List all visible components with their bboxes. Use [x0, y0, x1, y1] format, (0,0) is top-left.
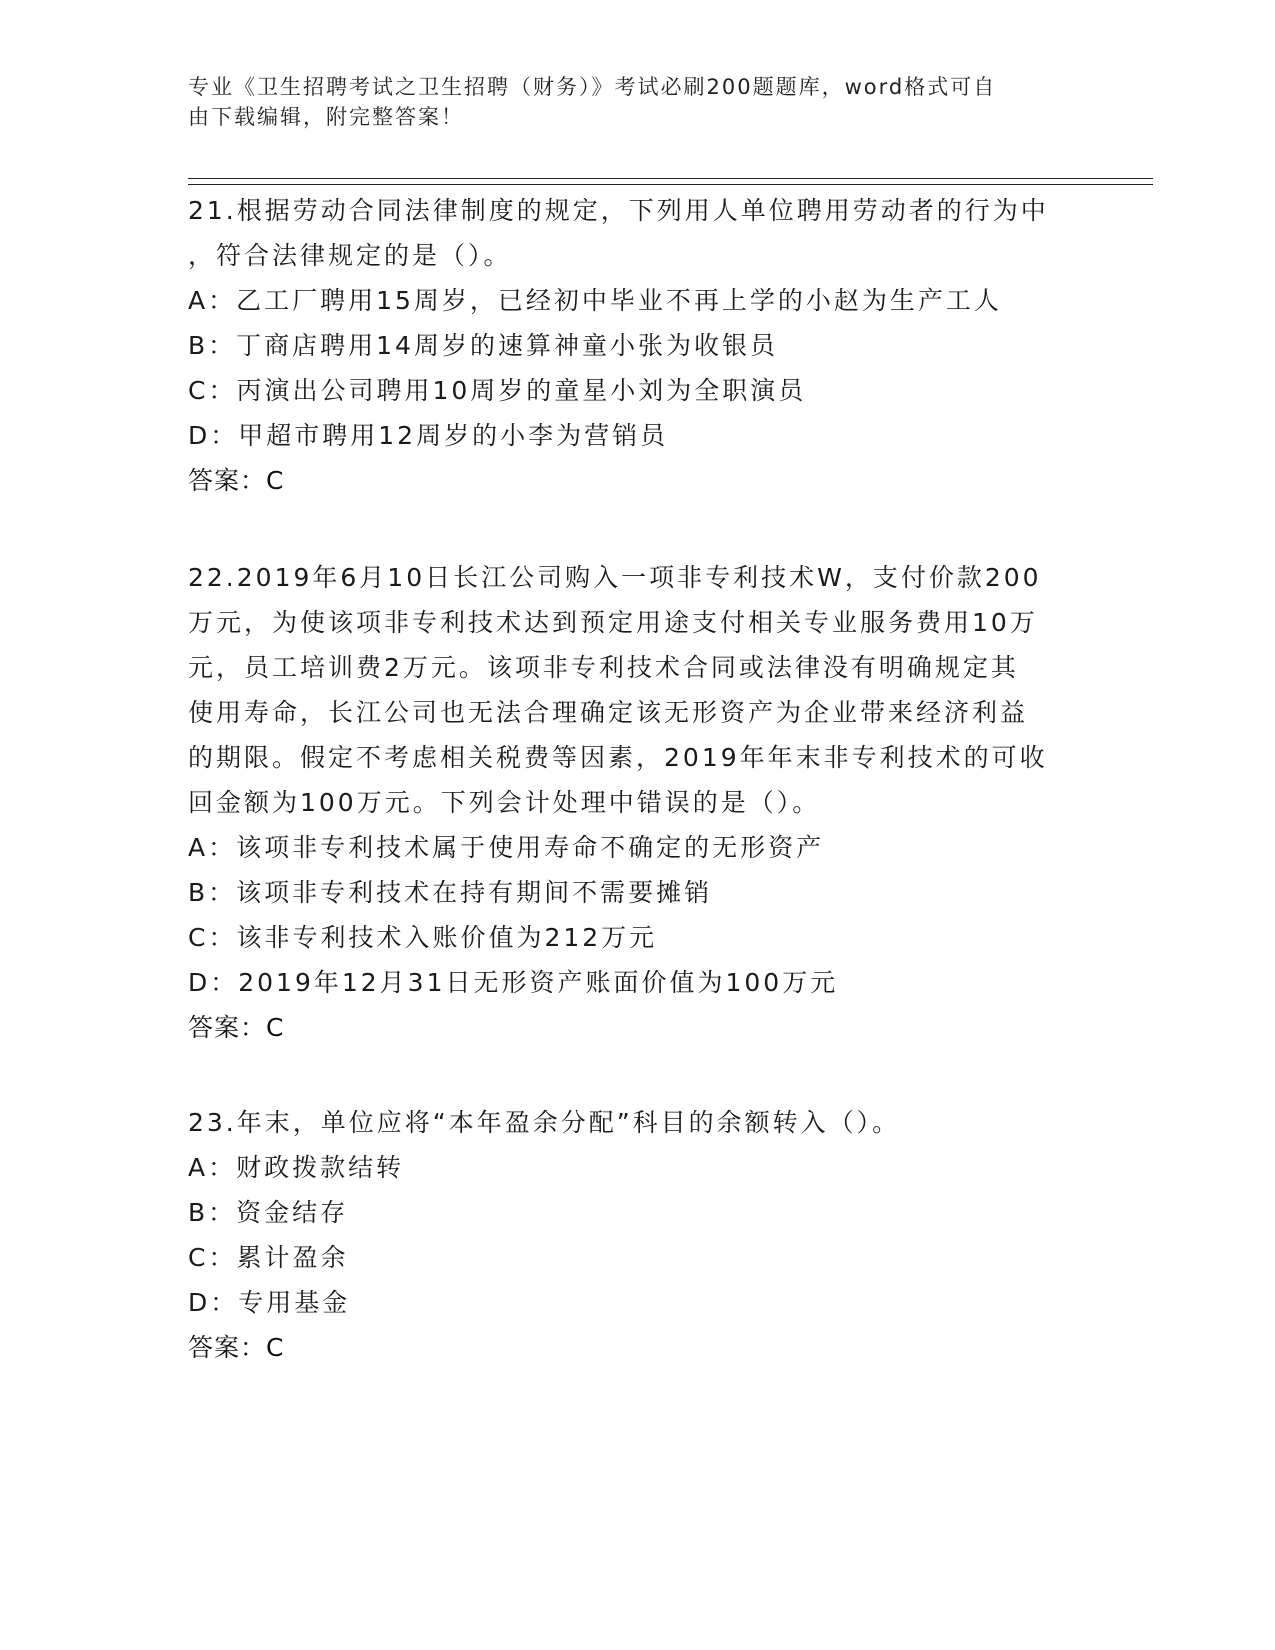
option-c: C：丙演出公司聘用10周岁的童星小刘为全职演员: [188, 376, 807, 405]
question-stem-line: 的期限。假定不考虑相关税费等因素，2019年年末非专利技术的可收: [188, 743, 1048, 772]
answer: 答案：C: [188, 1013, 285, 1042]
question-stem-line: 21.根据劳动合同法律制度的规定，下列用人单位聘用劳动者的行为中: [188, 196, 1049, 225]
question-21: [188, 188, 1108, 503]
option-b: B：资金结存: [188, 1198, 349, 1227]
document-header: [188, 72, 1068, 132]
option-d: D：专用基金: [188, 1288, 351, 1317]
option-d: D：2019年12月31日无形资产账面价值为100万元: [188, 968, 839, 997]
question-stem-line: 回金额为100万元。下列会计处理中错误的是（）。: [188, 788, 821, 817]
answer: 答案：C: [188, 466, 285, 495]
question-stem-line: 23.年末，单位应将“本年盈余分配”科目的余额转入（）。: [188, 1108, 901, 1137]
question-stem-line: ，符合法律规定的是（）。: [188, 241, 512, 270]
answer: 答案：C: [188, 1333, 285, 1362]
question-22: [188, 555, 1108, 1050]
header-line-2: 由下载编辑，附完整答案！: [188, 105, 464, 129]
question-stem-line: 使用寿命，长江公司也无法合理确定该无形资产为企业带来经济利益: [188, 698, 1029, 727]
option-a: A：该项非专利技术属于使用寿命不确定的无形资产: [188, 833, 825, 862]
question-stem-line: 元，员工培训费2万元。该项非专利技术合同或法律没有明确规定其: [188, 653, 1019, 682]
option-c: C：累计盈余: [188, 1243, 349, 1272]
option-b: B：该项非专利技术在持有期间不需要摊销: [188, 878, 713, 907]
header-divider-bottom: [188, 184, 1153, 185]
header-line-1: 专业《卫生招聘考试之卫生招聘（财务）》考试必刷200题题库，word格式可自: [188, 75, 997, 99]
option-b: B：丁商店聘用14周岁的速算神童小张为收银员: [188, 331, 778, 360]
option-a: A：乙工厂聘用15周岁，已经初中毕业不再上学的小赵为生产工人: [188, 286, 1002, 315]
question-stem-line: 22.2019年6月10日长江公司购入一项非专利技术W，支付价款200: [188, 563, 1042, 592]
header-divider-top: [188, 178, 1153, 179]
option-d: D：甲超市聘用12周岁的小李为营销员: [188, 421, 669, 450]
question-stem-line: 万元，为使该项非专利技术达到预定用途支付相关专业服务费用10万: [188, 608, 1038, 637]
option-c: C：该非专利技术入账价值为212万元: [188, 923, 658, 952]
option-a: A：财政拨款结转: [188, 1153, 405, 1182]
question-23: [188, 1100, 1108, 1370]
